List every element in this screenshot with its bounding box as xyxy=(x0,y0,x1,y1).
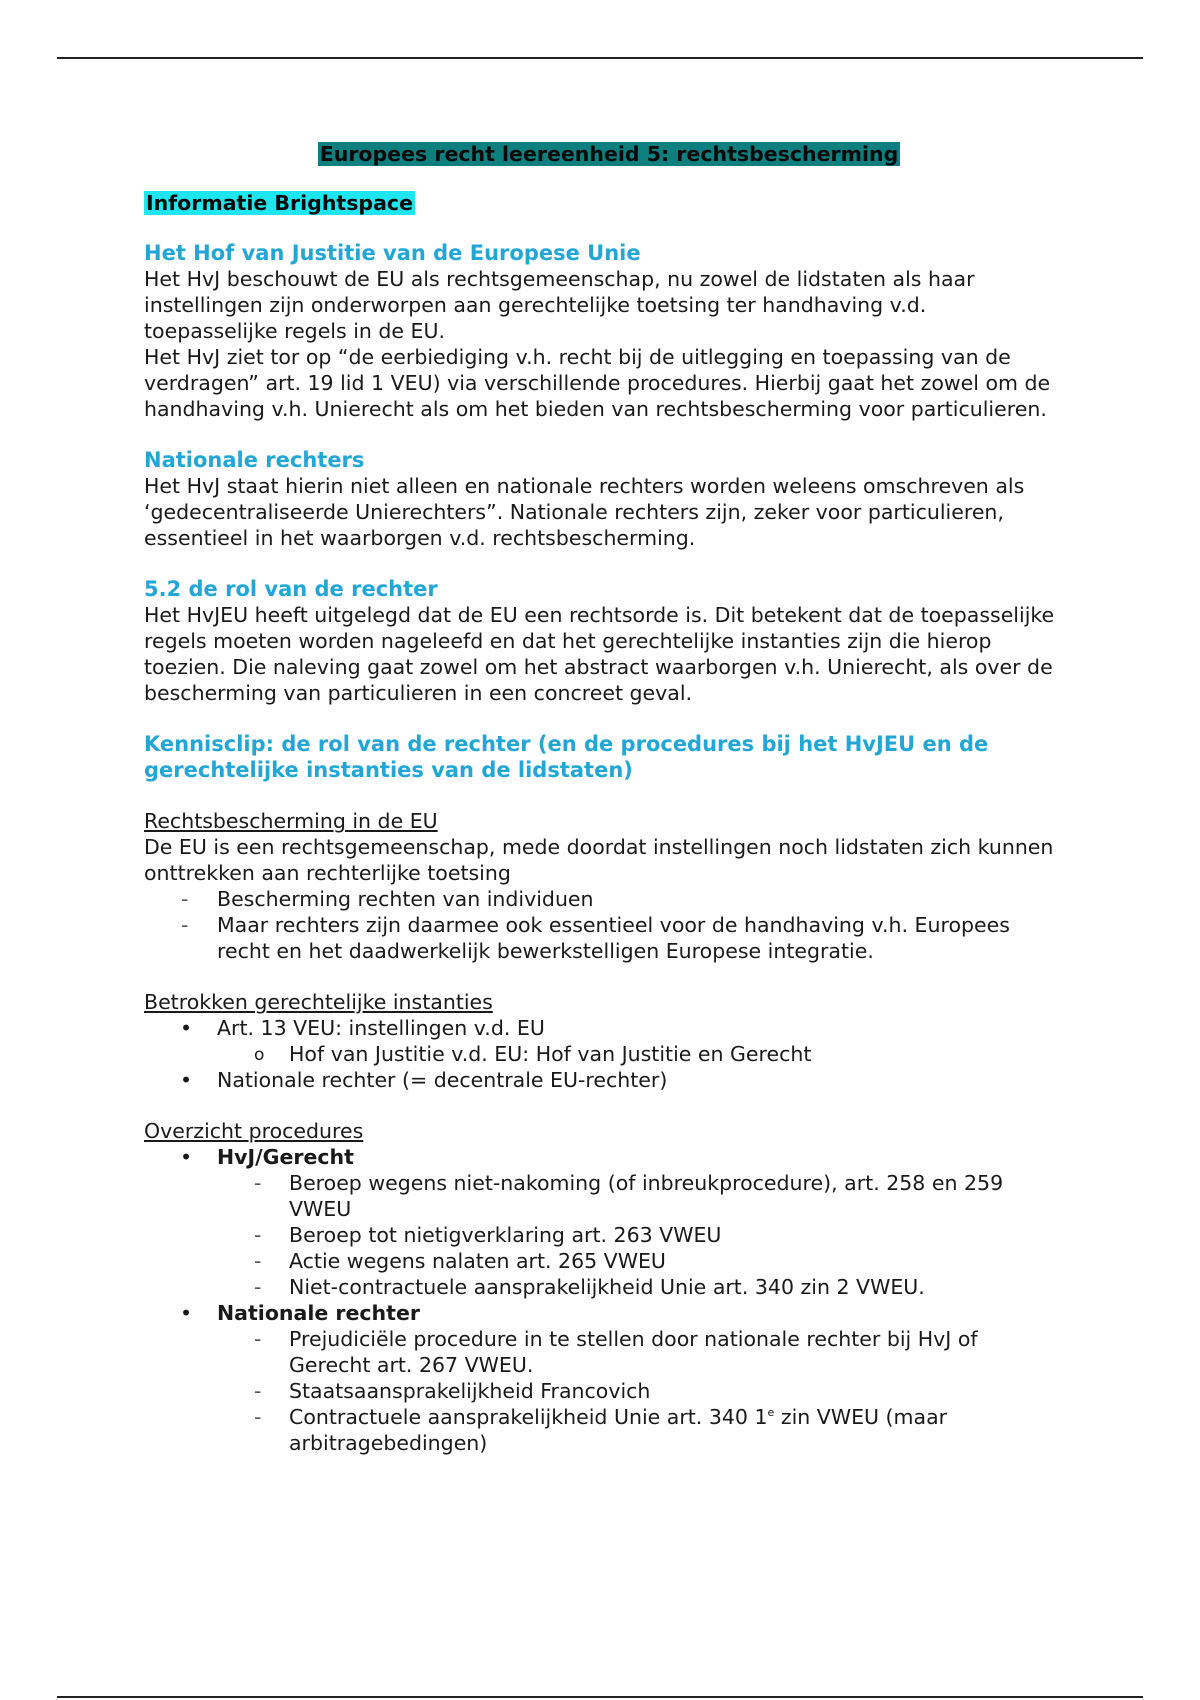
sub-list xyxy=(217,1041,1064,1067)
paragraph: Het HvJEU heeft uitgelegd dat de EU een rechtsorde is. Dit betekent dat de toepasselijke regels moeten worden nageleefd en dat het gerechtelijke instanties zijn die hierop toezien. Die naleving gaat zowel om het abstract waarborgen v.h. Unierecht, als over de bescherming van particulieren in een concreet geval. xyxy=(144,603,1055,705)
sub-list xyxy=(217,1170,1064,1300)
footer-rule xyxy=(57,1696,1143,1698)
sub-list xyxy=(217,1326,1064,1456)
bullet-icon: • xyxy=(180,1145,193,1169)
sub-list-item: - Niet-contractuele aansprakelijkheid Unie art. 340 zin 2 VWEU. xyxy=(144,1274,1064,1300)
list-item-text: zin VWEU (maar arbitragebedingen) xyxy=(289,1405,948,1455)
sub-list-item xyxy=(144,1041,1064,1067)
list-item-text: Contractuele aansprakelijkheid Unie art. 340 1 xyxy=(289,1405,768,1429)
bullet-icon: • xyxy=(180,1016,193,1040)
sub-list-item: - Actie wegens nalaten art. 265 VWEU xyxy=(144,1248,1064,1274)
sub-list-item: - Prejudiciële procedure in te stellen door nationale rechter bij HvJ of Gerecht art. 267 VWEU. xyxy=(144,1326,1064,1378)
group-label: HvJ/Gerecht xyxy=(217,1145,354,1169)
paragraph: Het HvJ staat hierin niet alleen en nationale rechters worden weleens omschreven als ‘gedecentraliseerde Unierechters”. Nationale rechters zijn, zeker voor particulieren, essentieel in het waarborgen v.d. rechtsbescherming. xyxy=(144,474,1025,550)
header-rule xyxy=(57,57,1143,59)
sub-list-item: - Beroep wegens niet-nakoming (of inbreukprocedure), art. 258 en 259 VWEU xyxy=(144,1170,1064,1222)
section-nationale-rechters xyxy=(144,447,1064,551)
list-item xyxy=(144,1015,1064,1067)
block-procedures xyxy=(144,1118,1064,1456)
list-item xyxy=(144,1144,1064,1300)
list-item xyxy=(144,1067,1064,1093)
section-kennisclip xyxy=(144,731,1064,783)
subheading: Overzicht procedures xyxy=(144,1119,364,1143)
sub-list-item: - Beroep tot nietigverklaring art. 263 VWEU xyxy=(144,1222,1064,1248)
section-heading: Het Hof van Justitie van de Europese Unie xyxy=(144,241,641,265)
bullet-list xyxy=(144,1015,1064,1093)
section-heading: Kennisclip: de rol van de rechter (en de procedures bij het HvJEU en de gerechtelijke instanties van de lidstaten) xyxy=(144,732,989,782)
section-rol-rechter xyxy=(144,576,1064,706)
paragraph: Het HvJ ziet tor op “de eerbiediging v.h. recht bij de uitlegging en toepassing van de verdragen” art. 19 lid 1 VEU) via verschillende procedures. Hierbij gaat het zowel om de handhaving v.h. Unierecht als om het bieden van rechtsbescherming voor particulieren. xyxy=(144,345,1051,421)
sub-list-item xyxy=(144,1404,1064,1456)
circle-bullet-icon: o xyxy=(254,1045,265,1065)
section-hof xyxy=(144,240,1064,422)
title-line xyxy=(144,141,1064,167)
section-heading: Nationale rechters xyxy=(144,448,365,472)
block-instanties xyxy=(144,989,1064,1093)
list-item: - Bescherming rechten van individuen xyxy=(144,886,1064,912)
dash-list xyxy=(144,886,1064,964)
list-item-text: Nationale rechter (= decentrale EU-rechter) xyxy=(217,1068,668,1092)
list-item: - Maar rechters zijn daarmee ook essentieel voor de handhaving v.h. Europees recht en het daadwerkelijk bewerkstelligen Europese integratie. xyxy=(144,912,1064,964)
list-item xyxy=(144,1300,1064,1456)
bullet-icon: • xyxy=(180,1301,193,1325)
document-title: Europees recht leereenheid 5: rechtsbescherming xyxy=(319,142,899,166)
list-item-text: Hof van Justitie v.d. EU: Hof van Justitie en Gerecht xyxy=(289,1042,812,1066)
subheading: Rechtsbescherming in de EU xyxy=(144,809,438,833)
bullet-list xyxy=(144,1144,1064,1456)
group-label: Nationale rechter xyxy=(217,1301,420,1325)
section-label: Informatie Brightspace xyxy=(146,191,413,215)
subheading: Betrokken gerechtelijke instanties xyxy=(144,990,493,1014)
document-page xyxy=(144,141,1064,1481)
list-item-text: Art. 13 VEU: instellingen v.d. EU xyxy=(217,1016,545,1040)
superscript: e xyxy=(767,1406,775,1420)
paragraph: Het HvJ beschouwt de EU als rechtsgemeenschap, nu zowel de lidstaten als haar instellingen zijn onderworpen aan gerechtelijke toetsing ter handhaving v.d. toepasselijke regels in de EU. xyxy=(144,267,975,343)
label-line xyxy=(144,190,1064,216)
bullet-icon: • xyxy=(180,1068,193,1092)
block-rechtsbescherming xyxy=(144,808,1064,964)
sub-list-item: - Staatsaansprakelijkheid Francovich xyxy=(144,1378,1064,1404)
section-heading: 5.2 de rol van de rechter xyxy=(144,577,438,601)
paragraph: De EU is een rechtsgemeenschap, mede doordat instellingen noch lidstaten zich kunnen onttrekken aan rechterlijke toetsing xyxy=(144,835,1054,885)
